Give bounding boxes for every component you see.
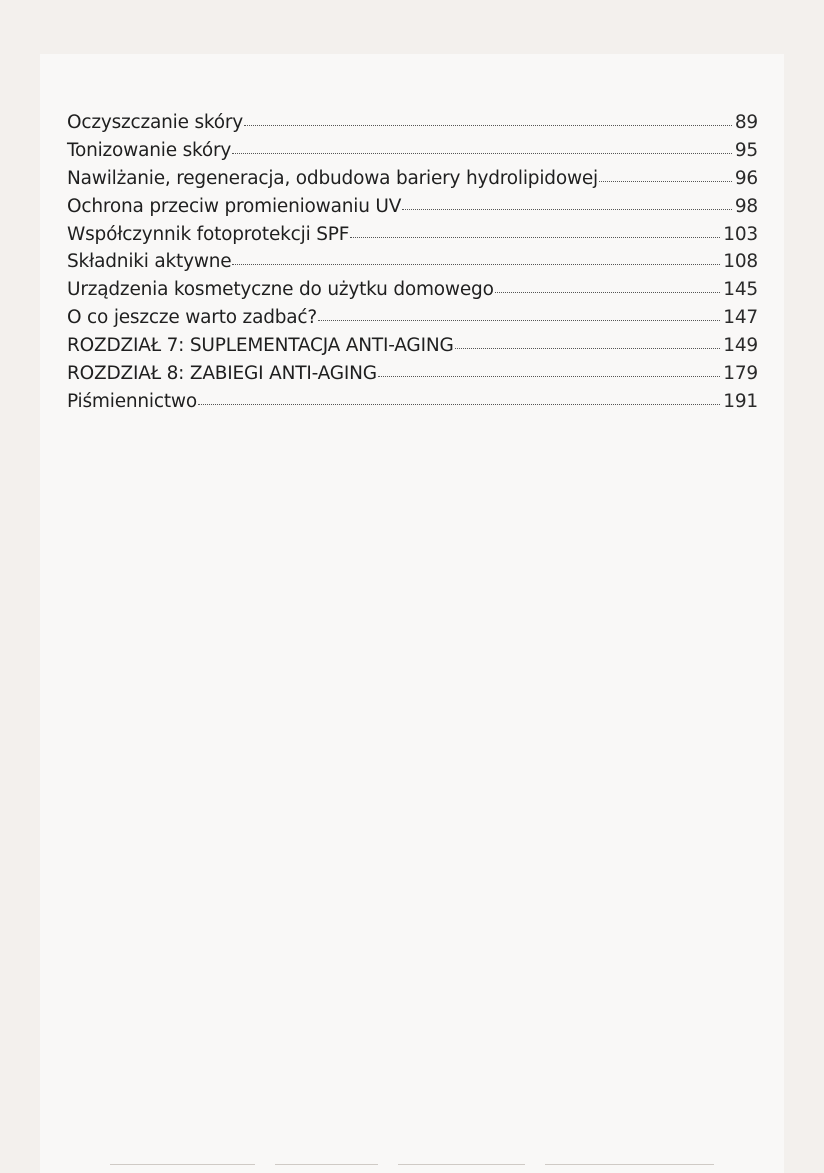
footer-text-fragment: [110, 1164, 255, 1165]
toc-dot-leader: [350, 237, 720, 238]
toc-entry-page-number: 147: [723, 307, 758, 329]
toc-entry[interactable]: [67, 335, 758, 363]
toc-entry-page-number: 149: [723, 335, 758, 357]
toc-entry[interactable]: [67, 112, 758, 140]
toc-entry-page-number: 98: [734, 195, 758, 217]
toc-entry-page-number: 95: [734, 139, 758, 161]
toc-entry[interactable]: [67, 363, 758, 391]
cropped-footer-text: [110, 1164, 714, 1166]
toc-entry[interactable]: [67, 251, 758, 279]
toc-entry-title: Nawilżanie, regeneracja, odbudowa bariery hydrolipidowej: [67, 167, 599, 189]
toc-entry[interactable]: [67, 224, 758, 252]
toc-dot-leader: [455, 348, 721, 349]
toc-dot-leader: [378, 376, 720, 377]
toc-entry-title: ROZDZIAŁ 8: ZABIEGI ANTI-AGING: [67, 363, 377, 385]
toc-entry-page-number: 103: [723, 223, 758, 245]
toc-entry-title: Składniki aktywne: [67, 251, 232, 273]
table-of-contents: [67, 112, 758, 419]
toc-entry-page-number: 89: [734, 112, 758, 133]
toc-dot-leader: [198, 404, 720, 405]
toc-entry-page-number: 179: [723, 363, 758, 385]
toc-entry[interactable]: [67, 168, 758, 196]
toc-dot-leader: [599, 181, 732, 182]
footer-text-fragment: [275, 1164, 378, 1165]
toc-dot-leader: [318, 320, 720, 321]
footer-text-fragment: [398, 1164, 525, 1165]
toc-entry-page-number: 145: [723, 279, 758, 301]
toc-entry[interactable]: [67, 196, 758, 224]
toc-entry-page-number: 108: [723, 251, 758, 273]
toc-entry-title: Urządzenia kosmetyczne do użytku domowego: [67, 279, 494, 301]
toc-entry-title: Oczyszczanie skóry: [67, 112, 244, 133]
toc-entry-title: Współczynnik fotoprotekcji SPF: [67, 223, 350, 245]
toc-entry-title: ROZDZIAŁ 7: SUPLEMENTACJA ANTI-AGING: [67, 335, 454, 357]
document-page: [40, 54, 784, 1173]
toc-entry-title: Piśmiennictwo: [67, 390, 197, 412]
toc-entry[interactable]: [67, 140, 758, 168]
toc-dot-leader: [232, 153, 732, 154]
footer-text-fragment: [545, 1164, 714, 1165]
toc-entry-page-number: 96: [734, 167, 758, 189]
toc-dot-leader: [402, 209, 732, 210]
toc-entry-title: O co jeszcze warto zadbać?: [67, 307, 318, 329]
toc-entry-title: Tonizowanie skóry: [67, 139, 232, 161]
toc-entry-title: Ochrona przeciw promieniowaniu UV: [67, 195, 402, 217]
toc-entry-page-number: 191: [723, 390, 758, 412]
toc-entry[interactable]: [67, 307, 758, 335]
toc-dot-leader: [495, 292, 721, 293]
toc-dot-leader: [232, 264, 720, 265]
toc-entry[interactable]: [67, 391, 758, 419]
toc-entry[interactable]: [67, 279, 758, 307]
toc-dot-leader: [244, 125, 732, 126]
